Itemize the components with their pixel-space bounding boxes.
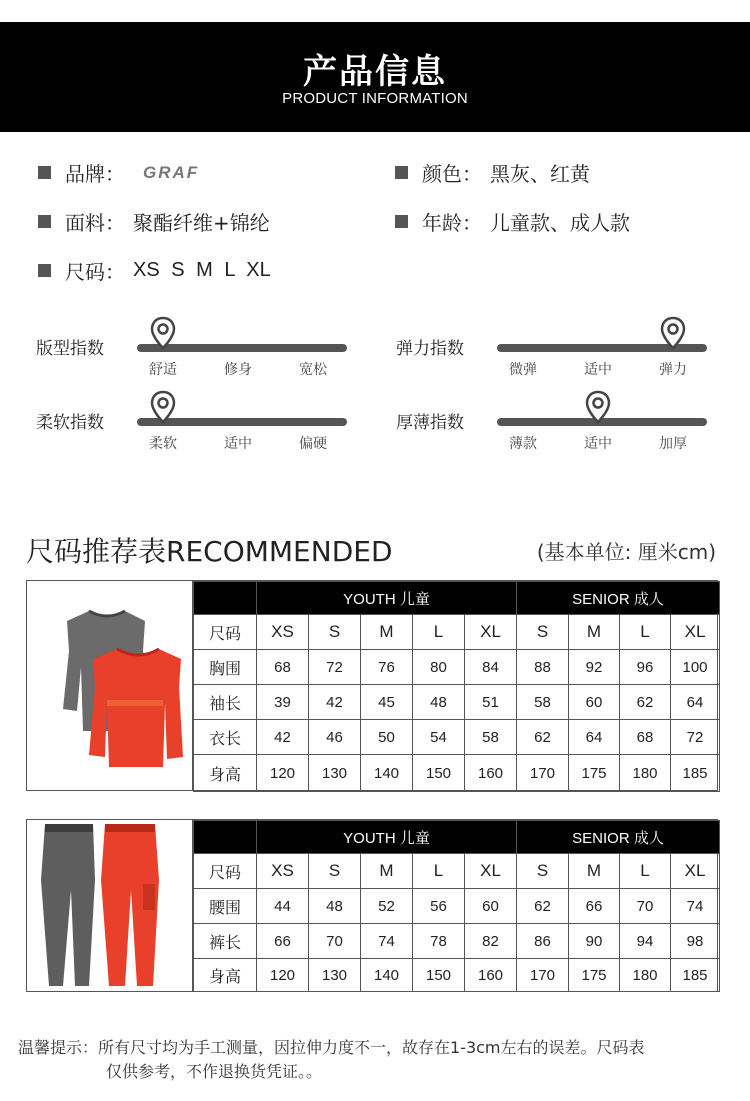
table-cell: 52 [361, 889, 413, 924]
table-cell: 96 [620, 650, 671, 685]
table-cell: 185 [671, 755, 720, 792]
note [18, 1036, 730, 1084]
age-value: 儿童款、成人款 [490, 211, 630, 235]
size-chart-unit: (基本单位: 厘米cm) [536, 540, 716, 564]
bullet-square-icon [38, 166, 51, 179]
table-cell: 70 [309, 924, 361, 959]
size-label: 尺码： [65, 260, 125, 284]
size-cell: M [569, 854, 620, 889]
table-cell: 180 [620, 755, 671, 792]
table-cell: 160 [465, 755, 517, 792]
size-cell: L [620, 615, 671, 650]
index-tick-label: 薄款 [509, 436, 537, 452]
table-cell: 72 [309, 650, 361, 685]
location-pin-icon [150, 390, 176, 424]
top-size-table [26, 580, 718, 791]
table-cell: 48 [309, 889, 361, 924]
table-corner [194, 821, 257, 854]
table-row [194, 959, 720, 992]
table-cell: 64 [671, 685, 720, 720]
location-pin-icon [585, 390, 611, 424]
table-cell: 70 [620, 889, 671, 924]
table-cell: 74 [671, 889, 720, 924]
row-label: 衣长 [194, 720, 257, 755]
table-cell: 42 [309, 685, 361, 720]
table-cell: 78 [413, 924, 465, 959]
table-cell: 175 [569, 755, 620, 792]
index-tick-label: 弹力 [659, 362, 687, 378]
bottom-size-table [26, 819, 718, 992]
table-cell: 66 [257, 924, 309, 959]
size-cell: L [413, 854, 465, 889]
table-cell: 120 [257, 755, 309, 792]
table-cell: 185 [671, 959, 720, 992]
table-cell: 74 [361, 924, 413, 959]
table-cell: 42 [257, 720, 309, 755]
info-size [38, 256, 271, 285]
size-cell: XL [465, 615, 517, 650]
info-age [395, 207, 630, 236]
youth-group-header: YOUTH 儿童 [257, 821, 517, 854]
size-cell: S [517, 615, 569, 650]
table-cell: 68 [257, 650, 309, 685]
location-pin-icon [150, 316, 176, 350]
table-cell: 58 [517, 685, 569, 720]
top-product-image [27, 581, 193, 790]
info-color [395, 158, 590, 187]
index-tick-label: 宽松 [299, 362, 327, 378]
table-cell: 48 [413, 685, 465, 720]
bullet-square-icon [38, 215, 51, 228]
table-row [194, 615, 720, 650]
table-cell: 39 [257, 685, 309, 720]
table-cell: 51 [465, 685, 517, 720]
table-cell: 150 [413, 959, 465, 992]
size-cell: M [361, 854, 413, 889]
table-cell: 44 [257, 889, 309, 924]
index-tick-label: 适中 [584, 436, 612, 452]
index-label: 版型指数 [36, 339, 104, 359]
size-cell: S [309, 615, 361, 650]
table-cell: 82 [465, 924, 517, 959]
table-cell: 94 [620, 924, 671, 959]
table-row [194, 889, 720, 924]
table-cell: 170 [517, 755, 569, 792]
row-label: 腰围 [194, 889, 257, 924]
header-title: 产品信息 [303, 52, 447, 92]
index-tick-label: 微弹 [509, 362, 537, 378]
table-cell: 140 [361, 959, 413, 992]
table-cell: 130 [309, 959, 361, 992]
table-cell: 160 [465, 959, 517, 992]
table-cell: 86 [517, 924, 569, 959]
table-cell: 46 [309, 720, 361, 755]
index-tick-label: 适中 [584, 362, 612, 378]
size-cell: M [569, 615, 620, 650]
youth-group-header: YOUTH 儿童 [257, 582, 517, 615]
index-tick-label: 加厚 [659, 436, 687, 452]
age-label: 年龄： [422, 211, 482, 235]
table-cell: 130 [309, 755, 361, 792]
index-tick-label: 柔软 [149, 436, 177, 452]
size-chart-title: 尺码推荐表RECOMMENDED [26, 535, 393, 568]
table-row [194, 755, 720, 792]
size-cell: XL [671, 615, 720, 650]
table-cell: 60 [569, 685, 620, 720]
size-cell: XL [671, 854, 720, 889]
table-cell: 45 [361, 685, 413, 720]
location-pin-icon [660, 316, 686, 350]
table-cell: 92 [569, 650, 620, 685]
size-cell: L [620, 854, 671, 889]
table-cell: 88 [517, 650, 569, 685]
index-tick-label: 偏硬 [299, 436, 327, 452]
color-value: 黑灰、红黄 [490, 162, 590, 186]
table-cell: 175 [569, 959, 620, 992]
index-tick-label: 修身 [224, 362, 252, 378]
size-cell: S [309, 854, 361, 889]
shirt-illustration-icon [27, 581, 193, 790]
table-cell: 100 [671, 650, 720, 685]
fabric-label: 面料： [65, 211, 125, 235]
table-row [194, 854, 720, 889]
index-tick-label: 舒适 [149, 362, 177, 378]
bullet-square-icon [395, 215, 408, 228]
table-cell: 170 [517, 959, 569, 992]
size-cell: M [361, 615, 413, 650]
index-label: 弹力指数 [396, 339, 464, 359]
row-label: 身高 [194, 755, 257, 792]
senior-group-header: SENIOR 成人 [517, 582, 720, 615]
size-cell: S [517, 854, 569, 889]
table-row [194, 924, 720, 959]
index-tick-label: 适中 [224, 436, 252, 452]
table-cell: 150 [413, 755, 465, 792]
note-line-1: 温馨提示：所有尺寸均为手工测量，因拉伸力度不一，故存在1-3cm左右的误差。尺码表 [18, 1038, 645, 1057]
table-cell: 50 [361, 720, 413, 755]
note-line-2: 仅供参考，不作退换货凭证。。 [106, 1062, 323, 1081]
table-cell: 180 [620, 959, 671, 992]
table-row [194, 720, 720, 755]
table-cell: 140 [361, 755, 413, 792]
table-row [194, 685, 720, 720]
table-cell: 62 [517, 889, 569, 924]
table-cell: 120 [257, 959, 309, 992]
table-cell: 54 [413, 720, 465, 755]
table-row [194, 650, 720, 685]
row-label: 袖长 [194, 685, 257, 720]
size-cell: XL [465, 854, 517, 889]
table-cell: 62 [620, 685, 671, 720]
header-subtitle: PRODUCT INFORMATION [282, 90, 468, 107]
bullet-square-icon [395, 166, 408, 179]
table-cell: 84 [465, 650, 517, 685]
table-cell: 80 [413, 650, 465, 685]
info-brand [38, 158, 199, 187]
header-banner [0, 22, 750, 132]
size-cell: XS [257, 854, 309, 889]
row-label: 尺码 [194, 615, 257, 650]
pants-illustration-icon [27, 820, 193, 991]
table-corner [194, 582, 257, 615]
top-table [193, 581, 720, 792]
table-cell: 66 [569, 889, 620, 924]
row-label: 尺码 [194, 854, 257, 889]
bullet-square-icon [38, 264, 51, 277]
fabric-value: 聚酯纤维+锦纶 [133, 211, 270, 235]
table-cell: 72 [671, 720, 720, 755]
table-cell: 56 [413, 889, 465, 924]
brand-label: 品牌： [65, 162, 125, 186]
color-label: 颜色： [422, 162, 482, 186]
size-cell: XS [257, 615, 309, 650]
table-cell: 60 [465, 889, 517, 924]
table-cell: 76 [361, 650, 413, 685]
table-cell: 68 [620, 720, 671, 755]
row-label: 胸围 [194, 650, 257, 685]
bottom-product-image [27, 820, 193, 991]
bottom-table [193, 820, 720, 992]
row-label: 裤长 [194, 924, 257, 959]
index-label: 厚薄指数 [396, 413, 464, 433]
table-cell: 62 [517, 720, 569, 755]
table-cell: 90 [569, 924, 620, 959]
row-label: 身高 [194, 959, 257, 992]
table-cell: 98 [671, 924, 720, 959]
info-fabric [38, 207, 270, 236]
size-cell: L [413, 615, 465, 650]
index-label: 柔软指数 [36, 413, 104, 433]
table-cell: 64 [569, 720, 620, 755]
brand-logo: GRAF [143, 162, 200, 182]
size-value: XS S M L XL [133, 259, 271, 281]
table-cell: 58 [465, 720, 517, 755]
senior-group-header: SENIOR 成人 [517, 821, 720, 854]
